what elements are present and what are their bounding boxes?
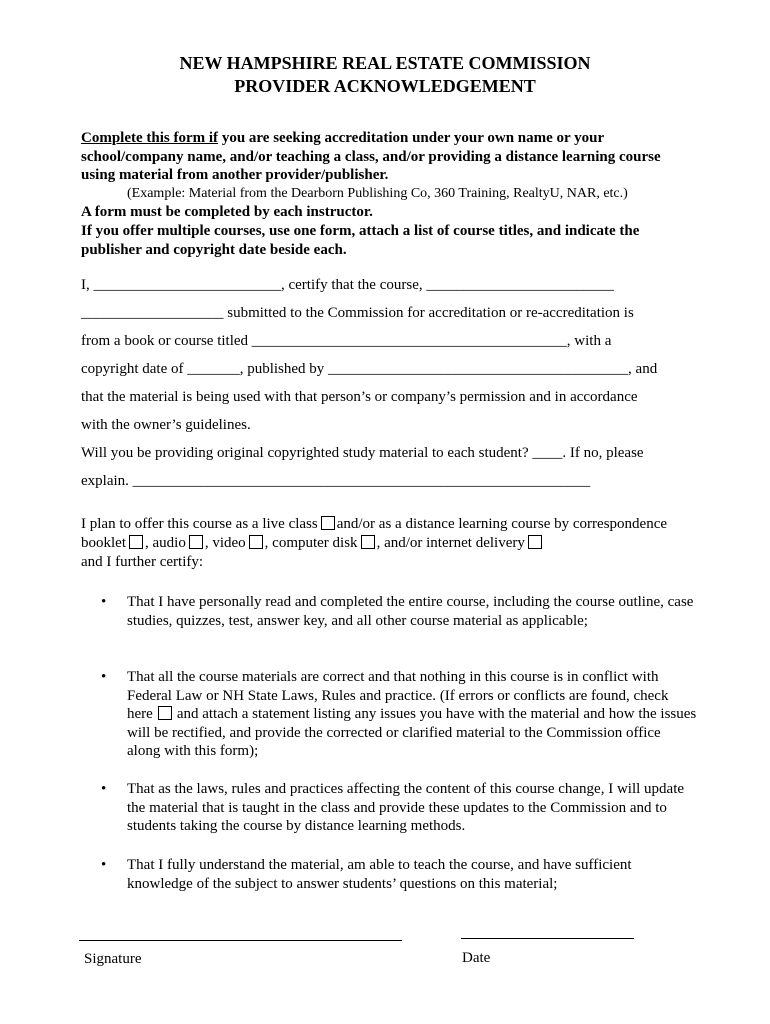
cert-line-8[interactable]: explain. _____________________________________________________________ (81, 473, 591, 489)
bullet-2-text-b: (If errors or conflicts are found, check here (127, 687, 669, 723)
delivery-method-section (81, 515, 701, 572)
audio-checkbox[interactable] (189, 535, 203, 549)
delivery-text-4: , video (204, 535, 246, 551)
form-title-line2: PROVIDER ACKNOWLEDGEMENT (234, 76, 536, 96)
cert-line-3[interactable]: from a book or course titled __________________________________________, with a (81, 333, 612, 349)
form-title-line1: NEW HAMPSHIRE REAL ESTATE COMMISSION (179, 53, 591, 73)
delivery-text-7: and I further certify: (81, 554, 204, 570)
intro-example: (Example: Material from the Dearborn Publishing Co, 360 Training, RealtyU, NAR, etc.) (127, 185, 628, 201)
bullet-icon: • (101, 669, 107, 685)
intro-section (81, 129, 681, 259)
cert-line-2[interactable]: ___________________ submitted to the Commission for accreditation or re-accreditation is (81, 305, 634, 321)
bullet-icon: • (101, 781, 107, 797)
bullet-item-2 (127, 668, 697, 761)
delivery-text-1: I plan to offer this course as a live class (81, 516, 318, 532)
date-line[interactable] (461, 938, 634, 939)
computer-disk-checkbox[interactable] (361, 535, 375, 549)
bullet-2-text-c: and attach a statement listing any issues you have with the material and how the issues will be rectified, and provide the corrected or clarified material to the Commission office along with this form); (127, 706, 697, 760)
cert-line-5: that the material is being used with that person’s or company’s permission and in accordance (81, 389, 638, 405)
internet-delivery-checkbox[interactable] (528, 535, 542, 549)
delivery-text-3: , audio (145, 535, 186, 551)
bullet-2-text-a: That all the course materials are correct and that nothing in this course is in conflict with Federal Law or NH State Laws, Rules and practice. (127, 669, 659, 704)
date-label: Date (462, 950, 491, 966)
signature-line[interactable] (79, 940, 402, 941)
delivery-text-2: and/or as a distance learning course by correspondence booklet (81, 516, 668, 551)
multiple-courses-note: If you offer multiple courses, use one form, attach a list of course titles, and indicate the publisher and copyright date beside each. (81, 222, 640, 258)
cert-line-7[interactable]: Will you be providing original copyrighted study material to each student? ____. If no, please (81, 445, 644, 461)
signature-label: Signature (84, 951, 142, 967)
video-checkbox[interactable] (249, 535, 263, 549)
bullet-item-4: That I fully understand the material, am able to teach the course, and have sufficient knowledge of the subject to answer students’ questions on this material; (127, 857, 632, 892)
errors-found-checkbox[interactable] (158, 706, 172, 720)
live-class-checkbox[interactable] (321, 516, 335, 530)
cert-line-1[interactable]: I, _________________________, certify that the course, _________________________ (81, 277, 614, 293)
cert-line-4[interactable]: copyright date of _______, published by ________________________________________, and (81, 361, 658, 377)
delivery-text-5: , computer disk (264, 535, 358, 551)
bullet-item-1: That I have personally read and completed the entire course, including the course outline, case studies, quizzes, test, answer key, and all other course material as applicable; (127, 594, 694, 629)
delivery-text-6: , and/or internet delivery (376, 535, 525, 551)
cert-line-6: with the owner’s guidelines. (81, 417, 251, 433)
bullet-item-3: That as the laws, rules and practices affecting the content of this course change, I will update the material that is taught in the class and provide these updates to the Commission and to students taking the course by distance learning methods. (127, 781, 685, 835)
correspondence-booklet-checkbox[interactable] (129, 535, 143, 549)
instructor-note: A form must be completed by each instructor. (81, 204, 373, 221)
bullet-icon: • (101, 857, 107, 873)
intro-lead: Complete this form if (81, 130, 219, 146)
intro-text: you are seeking accreditation under your own name or your school/company name, and/or teaching a class, and/or providing a distance learning course using material from another provider/publisher. (81, 130, 661, 184)
bullet-icon: • (101, 594, 107, 610)
